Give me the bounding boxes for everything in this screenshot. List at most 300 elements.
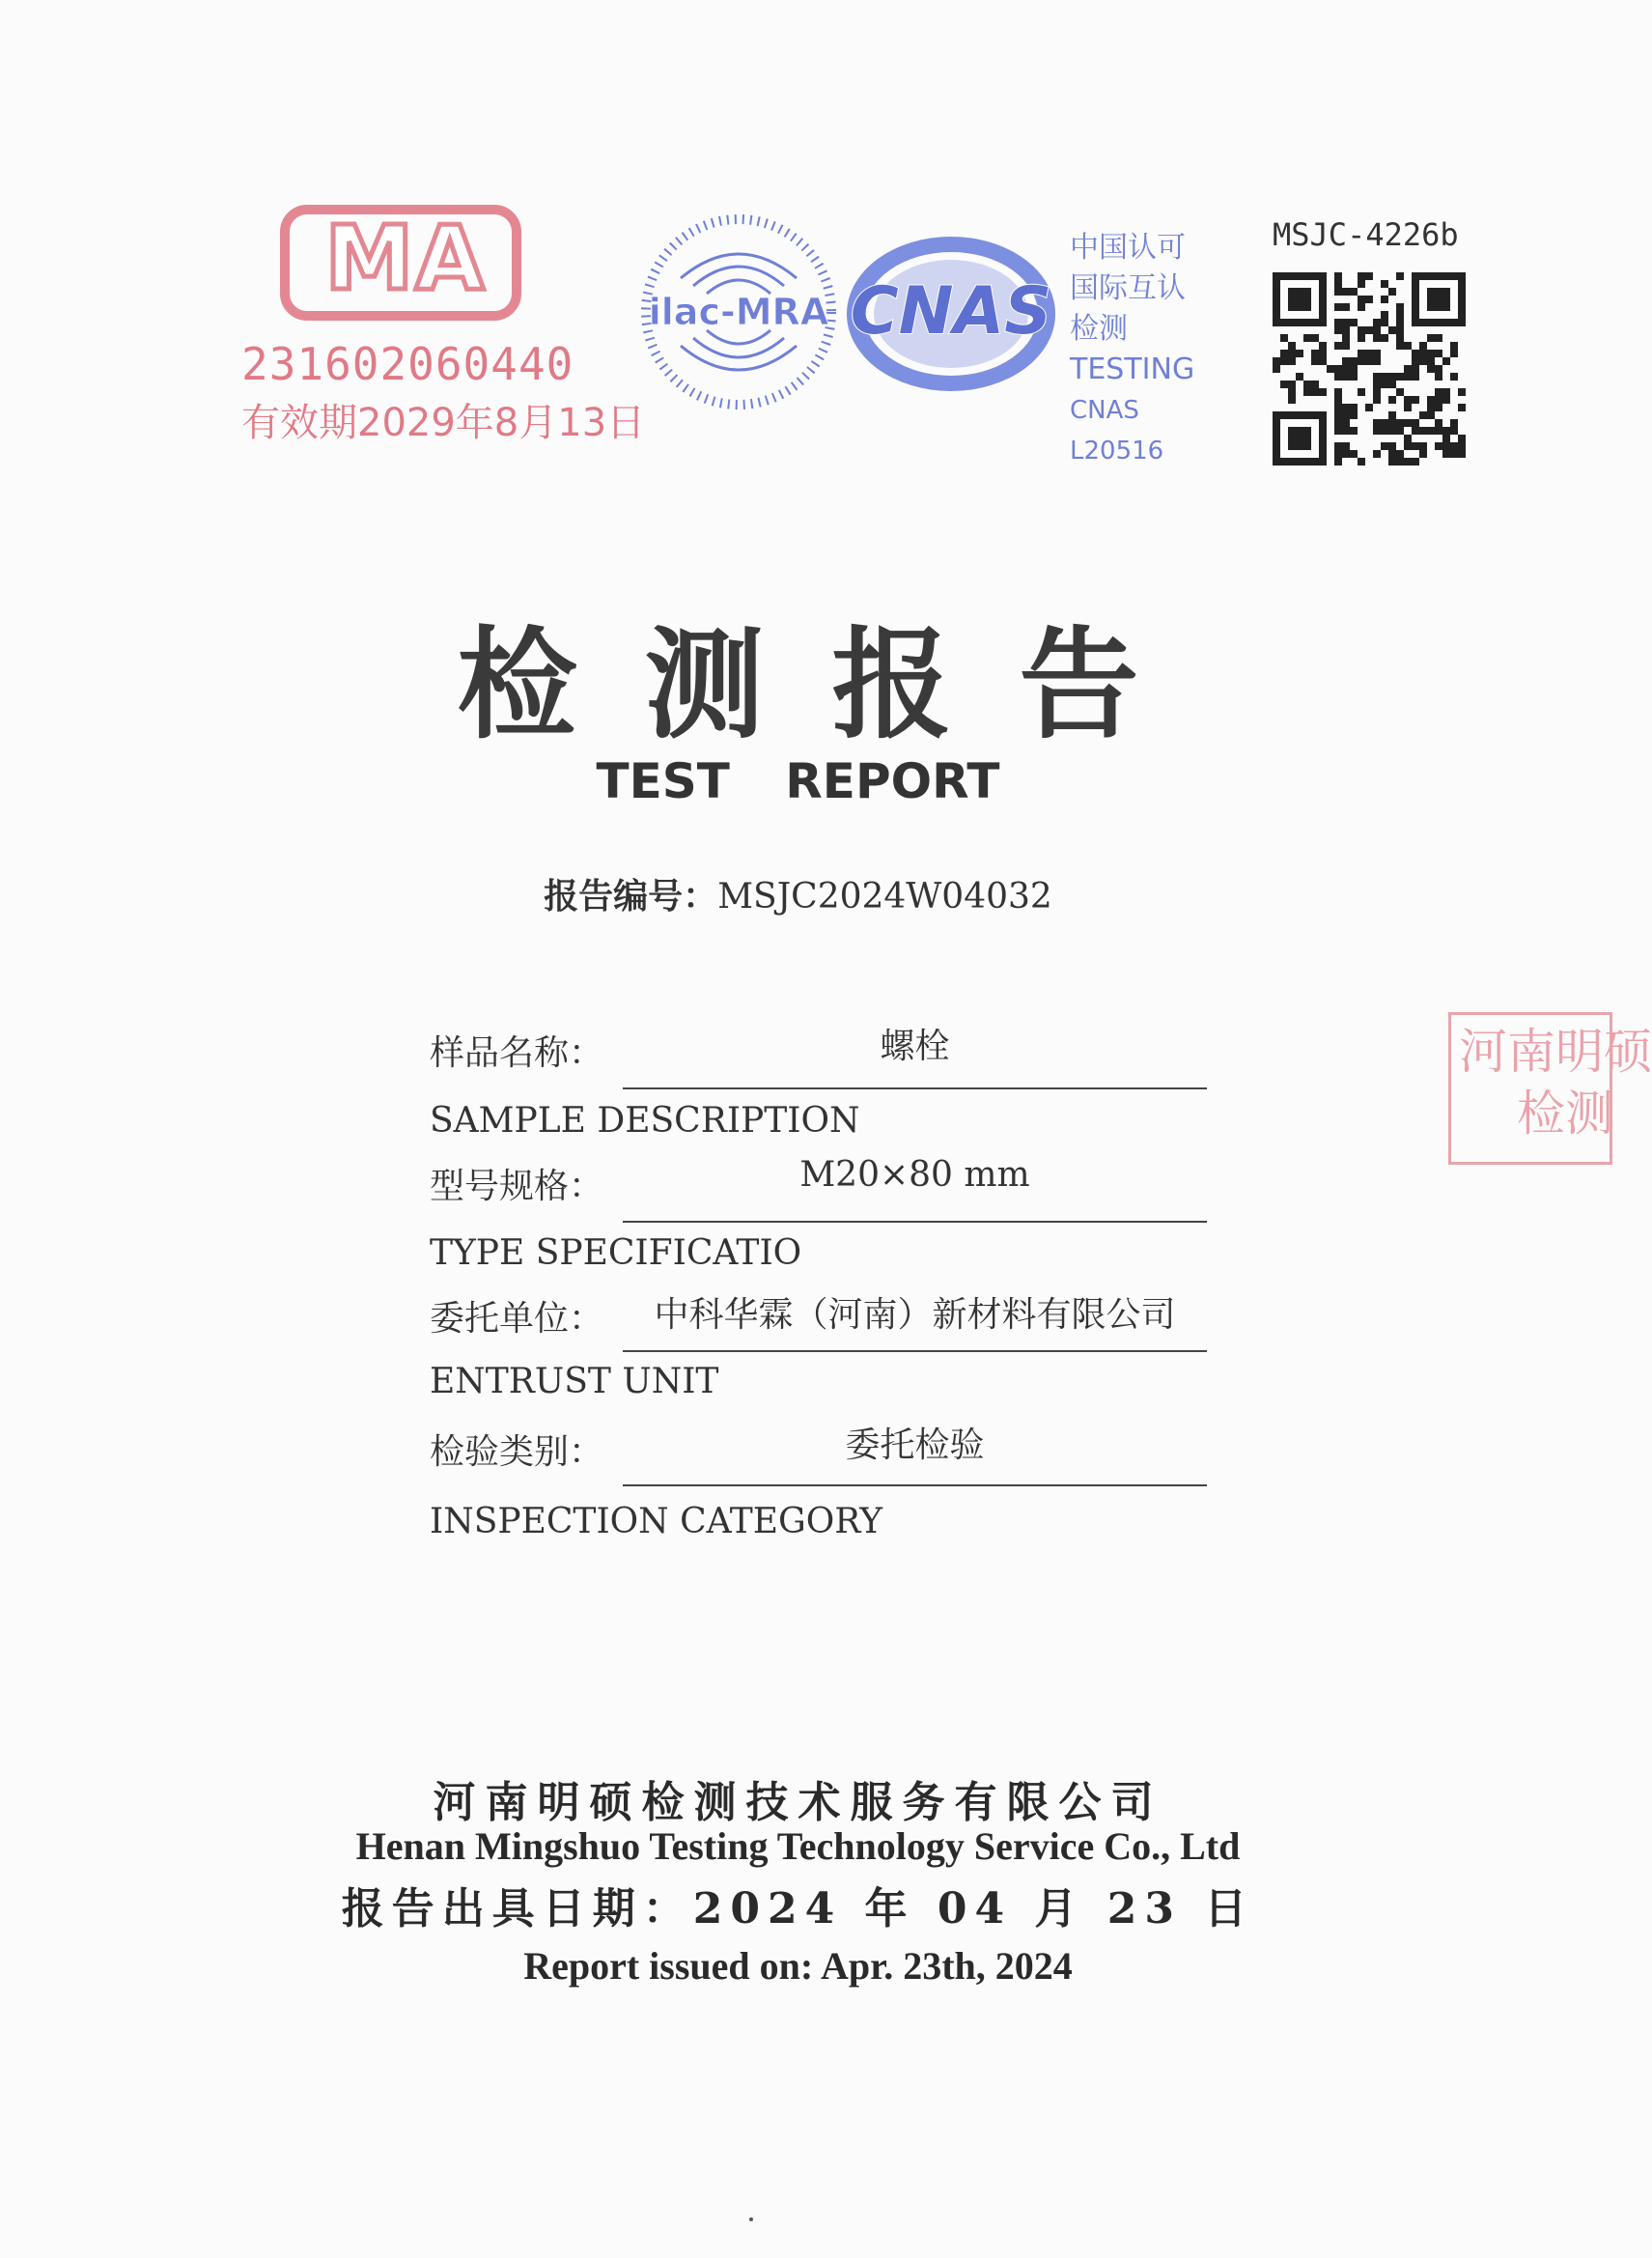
- qr-module: [1442, 319, 1450, 326]
- qr-module: [1412, 442, 1419, 450]
- qr-module: [1342, 404, 1350, 411]
- qr-module: [1319, 288, 1327, 296]
- qr-module: [1450, 272, 1458, 280]
- qr-module: [1342, 342, 1350, 350]
- qr-module: [1373, 326, 1381, 334]
- qr-module: [1311, 388, 1319, 396]
- qr-module: [1342, 373, 1350, 381]
- qr-module: [1412, 311, 1419, 319]
- field-underline: [623, 1484, 1207, 1486]
- qr-module: [1373, 419, 1381, 427]
- qr-module: [1288, 303, 1296, 311]
- qr-module: [1334, 288, 1342, 296]
- qr-module: [1273, 411, 1280, 419]
- qr-module: [1396, 427, 1404, 435]
- qr-module: [1396, 326, 1404, 334]
- qr-module: [1435, 365, 1442, 373]
- qr-module: [1296, 319, 1303, 326]
- qr-module: [1373, 450, 1381, 458]
- qr-module: [1458, 288, 1466, 296]
- qr-module: [1358, 326, 1365, 334]
- qr-module: [1427, 357, 1435, 365]
- qr-module: [1334, 427, 1342, 435]
- qr-module: [1342, 288, 1350, 296]
- qr-module: [1296, 411, 1303, 419]
- qr-module: [1419, 319, 1427, 326]
- qr-module: [1373, 396, 1381, 404]
- qr-module: [1373, 350, 1381, 357]
- qr-module: [1388, 450, 1396, 458]
- ilac-logo-text: ilac-MRA: [648, 291, 829, 333]
- qr-module: [1396, 373, 1404, 381]
- qr-module: [1381, 311, 1388, 319]
- qr-module: [1373, 388, 1381, 396]
- cnas-line: TESTING: [1070, 353, 1195, 386]
- qr-module: [1288, 319, 1296, 326]
- qr-module: [1319, 303, 1327, 311]
- qr-module: [1435, 296, 1442, 303]
- qr-module: [1273, 419, 1280, 427]
- qr-module: [1450, 350, 1458, 357]
- qr-module: [1412, 419, 1419, 427]
- qr-module: [1396, 388, 1404, 396]
- issue-date-cn: 报告出具日期：2024 年 04 月 23 日: [341, 1884, 1255, 1933]
- qr-module: [1280, 334, 1288, 342]
- qr-module: [1273, 272, 1280, 280]
- qr-module: [1342, 334, 1350, 342]
- qr-module: [1435, 442, 1442, 450]
- qr-module: [1458, 435, 1466, 442]
- qr-module: [1427, 296, 1435, 303]
- qr-module: [1296, 458, 1303, 466]
- qr-module: [1365, 272, 1373, 280]
- qr-module: [1319, 419, 1327, 427]
- qr-module: [1296, 296, 1303, 303]
- qr-module: [1412, 303, 1419, 311]
- entrust-unit-en-label: ENTRUST UNIT: [430, 1362, 719, 1401]
- company-name-cn: 河南明硕检测技术服务有限公司: [433, 1778, 1163, 1827]
- qr-module: [1303, 442, 1311, 450]
- qr-module: [1280, 411, 1288, 419]
- qr-module: [1458, 272, 1466, 280]
- qr-module: [1342, 303, 1350, 311]
- qr-module: [1412, 458, 1419, 466]
- qr-module: [1303, 388, 1311, 396]
- qr-module: [1342, 450, 1350, 458]
- qr-module: [1458, 442, 1466, 450]
- qr-module: [1280, 381, 1288, 388]
- qr-module: [1427, 404, 1435, 411]
- qr-module: [1419, 342, 1427, 350]
- qr-module: [1381, 334, 1388, 342]
- qr-module: [1273, 357, 1280, 365]
- qr-module: [1458, 296, 1466, 303]
- qr-module: [1319, 272, 1327, 280]
- qr-module: [1311, 381, 1319, 388]
- qr-module: [1458, 303, 1466, 311]
- qr-module: [1319, 411, 1327, 419]
- qr-module: [1412, 296, 1419, 303]
- qr-module: [1334, 373, 1342, 381]
- qr-module: [1458, 450, 1466, 458]
- qr-module: [1396, 342, 1404, 350]
- qr-module: [1373, 334, 1381, 342]
- qr-module: [1288, 458, 1296, 466]
- qr-module: [1388, 427, 1396, 435]
- report-number: [0, 869, 1596, 918]
- qr-module: [1342, 442, 1350, 450]
- qr-module: [1334, 396, 1342, 404]
- qr-module: [1288, 388, 1296, 396]
- qr-module: [1396, 419, 1404, 427]
- field-underline: [623, 1221, 1207, 1223]
- qr-module: [1358, 296, 1365, 303]
- qr-module: [1404, 404, 1412, 411]
- type-spec-label: 型号规格：: [430, 1167, 604, 1206]
- issue-date-en: Report issued on: Apr. 23th, 2024: [523, 1944, 1073, 1988]
- qr-module: [1458, 404, 1466, 411]
- qr-module: [1288, 357, 1296, 365]
- qr-module: [1288, 272, 1296, 280]
- report-number-label: 报告编号：: [544, 877, 718, 917]
- qr-module: [1412, 373, 1419, 381]
- company-seal-partial: [1448, 1012, 1652, 1165]
- qr-module: [1427, 303, 1435, 311]
- qr-module: [1334, 388, 1342, 396]
- qr-module: [1334, 411, 1342, 419]
- qr-module: [1350, 450, 1358, 458]
- qr-module: [1350, 373, 1358, 381]
- qr-module: [1342, 326, 1350, 334]
- qr-module: [1319, 342, 1327, 350]
- qr-module: [1419, 350, 1427, 357]
- qr-module: [1450, 450, 1458, 458]
- qr-module: [1412, 280, 1419, 288]
- qr-module: [1303, 458, 1311, 466]
- qr-module: [1412, 427, 1419, 435]
- sample-description-label: SAMPLE DESCRIPTION: [430, 1101, 860, 1141]
- cnas-line: CNAS L20516: [1070, 396, 1164, 466]
- qr-module: [1396, 334, 1404, 342]
- qr-module: [1319, 357, 1327, 365]
- qr-module: [1373, 381, 1381, 388]
- qr-module: [1435, 288, 1442, 296]
- qr-module: [1350, 319, 1358, 326]
- qr-module: [1404, 458, 1412, 466]
- seal-line: 检测: [1517, 1086, 1613, 1142]
- seal-line: 河南明硕: [1459, 1024, 1652, 1080]
- qr-module: [1435, 396, 1442, 404]
- qr-module: [1427, 365, 1435, 373]
- qr-module: [1427, 319, 1435, 326]
- qr-module: [1280, 272, 1288, 280]
- qr-module: [1334, 303, 1342, 311]
- qr-module: [1311, 458, 1319, 466]
- qr-module: [1442, 357, 1450, 365]
- qr-module: [1334, 404, 1342, 411]
- qr-module: [1404, 435, 1412, 442]
- qr-module: [1288, 435, 1296, 442]
- qr-module: [1450, 419, 1458, 427]
- qr-module: [1381, 296, 1388, 303]
- qr-module: [1280, 350, 1288, 357]
- company-name-en: Henan Mingshuo Testing Technology Service Co., Ltd: [355, 1824, 1241, 1868]
- qr-module: [1435, 373, 1442, 381]
- qr-module: [1334, 419, 1342, 427]
- qr-module: [1435, 427, 1442, 435]
- qr-module: [1442, 396, 1450, 404]
- type-specification-label: TYPE SPECIFICATIO: [430, 1233, 802, 1273]
- qr-module: [1381, 280, 1388, 288]
- qr-module: [1412, 288, 1419, 296]
- qr-module: [1296, 373, 1303, 381]
- qr-module: [1288, 350, 1296, 357]
- qr-module: [1288, 288, 1296, 296]
- qr-module: [1334, 280, 1342, 288]
- sample-name-value: 螺栓: [880, 1027, 950, 1066]
- inspection-category-label: 检验类别：: [430, 1432, 604, 1472]
- qr-module: [1296, 442, 1303, 450]
- qr-module: [1442, 272, 1450, 280]
- inspection-category-en-label: INSPECTION CATEGORY: [430, 1502, 883, 1541]
- qr-module: [1442, 303, 1450, 311]
- qr-module: [1311, 350, 1319, 357]
- qr-module: [1435, 272, 1442, 280]
- qr-module: [1458, 280, 1466, 288]
- qr-module: [1334, 272, 1342, 280]
- qr-module: [1303, 381, 1311, 388]
- qr-module: [1319, 458, 1327, 466]
- report-title-en: TEST REPORT: [596, 753, 1000, 809]
- qr-module: [1412, 365, 1419, 373]
- qr-module: [1365, 296, 1373, 303]
- qr-module: [1350, 404, 1358, 411]
- cnas-accreditation-text: [1070, 228, 1224, 471]
- qr-module: [1288, 296, 1296, 303]
- qr-module: [1319, 435, 1327, 442]
- qr-module: [1412, 396, 1419, 404]
- qr-module: [1396, 458, 1404, 466]
- qr-module: [1396, 450, 1404, 458]
- qr-module: [1273, 450, 1280, 458]
- qr-module: [1350, 357, 1358, 365]
- qr-module: [1442, 435, 1450, 442]
- qr-module: [1381, 442, 1388, 450]
- qr-module: [1296, 288, 1303, 296]
- qr-module: [1311, 319, 1319, 326]
- qr-module: [1311, 357, 1319, 365]
- qr-module: [1358, 303, 1365, 311]
- cnas-line: 中国认可: [1070, 231, 1186, 265]
- qr-module: [1412, 357, 1419, 365]
- qr-module: [1373, 357, 1381, 365]
- qr-module: [1334, 342, 1342, 350]
- qr-module: [1388, 326, 1396, 334]
- qr-module: [1288, 381, 1296, 388]
- qr-module: [1450, 427, 1458, 435]
- qr-module: [1303, 296, 1311, 303]
- qr-module: [1412, 319, 1419, 326]
- qr-module: [1280, 319, 1288, 326]
- qr-module: [1273, 319, 1280, 326]
- qr-module: [1419, 357, 1427, 365]
- qr-module: [1303, 435, 1311, 442]
- qr-module: [1419, 411, 1427, 419]
- qr-module: [1396, 319, 1404, 326]
- qr-module: [1442, 427, 1450, 435]
- qr-module: [1303, 427, 1311, 435]
- qr-module: [1412, 350, 1419, 357]
- qr-module: [1450, 373, 1458, 381]
- qr-module: [1358, 334, 1365, 342]
- qr-module: [1358, 458, 1365, 466]
- qr-module: [1327, 365, 1334, 373]
- qr-module: [1388, 419, 1396, 427]
- qr-module: [1427, 350, 1435, 357]
- qr-module: [1435, 319, 1442, 326]
- qr-module: [1303, 334, 1311, 342]
- qr-module: [1303, 288, 1311, 296]
- qr-code: [1273, 272, 1466, 466]
- qr-module: [1334, 326, 1342, 334]
- report-number-value: MSJC2024W04032: [717, 877, 1052, 917]
- qr-module: [1296, 435, 1303, 442]
- qr-module: [1365, 404, 1373, 411]
- qr-module: [1296, 427, 1303, 435]
- cnas-logo-text: CNAS: [850, 273, 1052, 350]
- qr-module: [1303, 272, 1311, 280]
- qr-module: [1358, 350, 1365, 357]
- qr-module: [1311, 411, 1319, 419]
- qr-module: [1280, 458, 1288, 466]
- qr-module: [1435, 303, 1442, 311]
- qr-module: [1396, 303, 1404, 311]
- qr-module: [1273, 365, 1280, 373]
- qr-module: [1296, 303, 1303, 311]
- qr-module: [1334, 450, 1342, 458]
- qr-module: [1435, 404, 1442, 411]
- ma-validity: 有效期2029年8月13日: [241, 401, 646, 445]
- qr-module: [1396, 311, 1404, 319]
- type-spec-value: M20×80 mm: [799, 1155, 1030, 1195]
- qr-module: [1280, 357, 1288, 365]
- cnas-line: 国际互认: [1070, 271, 1186, 305]
- qr-module: [1373, 373, 1381, 381]
- report-title-cn: 检测报告: [457, 615, 1207, 755]
- ilac-mra-logo: [637, 211, 840, 413]
- field-underline: [623, 1350, 1207, 1352]
- qr-module: [1396, 272, 1404, 280]
- qr-module: [1358, 272, 1365, 280]
- qr-module: [1388, 458, 1396, 466]
- qr-module: [1288, 411, 1296, 419]
- qr-module: [1412, 272, 1419, 280]
- qr-module: [1350, 365, 1358, 373]
- qr-module: [1458, 388, 1466, 396]
- qr-module: [1288, 396, 1296, 404]
- qr-module: [1419, 442, 1427, 450]
- qr-module: [1273, 303, 1280, 311]
- qr-module: [1334, 365, 1342, 373]
- ma-certificate-number: 231602060440: [241, 338, 574, 390]
- qr-module: [1319, 350, 1327, 357]
- qr-module: [1273, 442, 1280, 450]
- qr-module: [1319, 296, 1327, 303]
- qr-module: [1288, 342, 1296, 350]
- field-underline: [623, 1087, 1207, 1089]
- qr-module: [1319, 442, 1327, 450]
- qr-module: [1365, 357, 1373, 365]
- qr-module: [1435, 334, 1442, 342]
- qr-module: [1273, 288, 1280, 296]
- qr-module: [1373, 319, 1381, 326]
- qr-module: [1350, 411, 1358, 419]
- qr-module: [1303, 411, 1311, 419]
- qr-module: [1273, 435, 1280, 442]
- qr-module: [1358, 280, 1365, 288]
- cma-stamp: [241, 205, 646, 446]
- qr-module: [1350, 288, 1358, 296]
- qr-module: [1358, 388, 1365, 396]
- qr-module: [1319, 319, 1327, 326]
- inspection-category-value: 委托检验: [845, 1425, 985, 1465]
- qr-module: [1296, 272, 1303, 280]
- qr-module: [1342, 419, 1350, 427]
- qr-module: [1342, 365, 1350, 373]
- qr-module: [1373, 427, 1381, 435]
- qr-module: [1381, 427, 1388, 435]
- qr-module: [1388, 442, 1396, 450]
- qr-module: [1381, 381, 1388, 388]
- sample-name-label: 样品名称：: [430, 1033, 604, 1073]
- qr-module: [1419, 427, 1427, 435]
- qr-module: [1450, 342, 1458, 350]
- entrust-unit-value: 中科华霖（河南）新材料有限公司: [654, 1295, 1176, 1335]
- qr-module: [1342, 427, 1350, 435]
- qr-module: [1334, 442, 1342, 450]
- qr-module: [1427, 334, 1435, 342]
- qr-module: [1404, 342, 1412, 350]
- qr-module: [1458, 319, 1466, 326]
- qr-module: [1442, 288, 1450, 296]
- qr-module: [1342, 411, 1350, 419]
- qr-module: [1273, 311, 1280, 319]
- qr-module: [1388, 373, 1396, 381]
- qr-module: [1288, 427, 1296, 435]
- qr-module: [1273, 280, 1280, 288]
- qr-module: [1381, 419, 1388, 427]
- qr-module: [1419, 450, 1427, 458]
- qr-module: [1388, 411, 1396, 419]
- qr-module: [1442, 296, 1450, 303]
- qr-module: [1419, 272, 1427, 280]
- qr-module: [1342, 319, 1350, 326]
- qr-module: [1404, 373, 1412, 381]
- qr-module: [1450, 319, 1458, 326]
- qr-module: [1303, 319, 1311, 326]
- qr-module: [1404, 365, 1412, 373]
- qr-module: [1427, 272, 1435, 280]
- qr-module: [1319, 280, 1327, 288]
- qr-module: [1365, 326, 1373, 334]
- qr-module: [1442, 442, 1450, 450]
- qr-module: [1319, 427, 1327, 435]
- qr-module: [1404, 396, 1412, 404]
- qr-module: [1404, 442, 1412, 450]
- qr-module: [1381, 373, 1388, 381]
- qr-module: [1435, 350, 1442, 357]
- qr-module: [1388, 288, 1396, 296]
